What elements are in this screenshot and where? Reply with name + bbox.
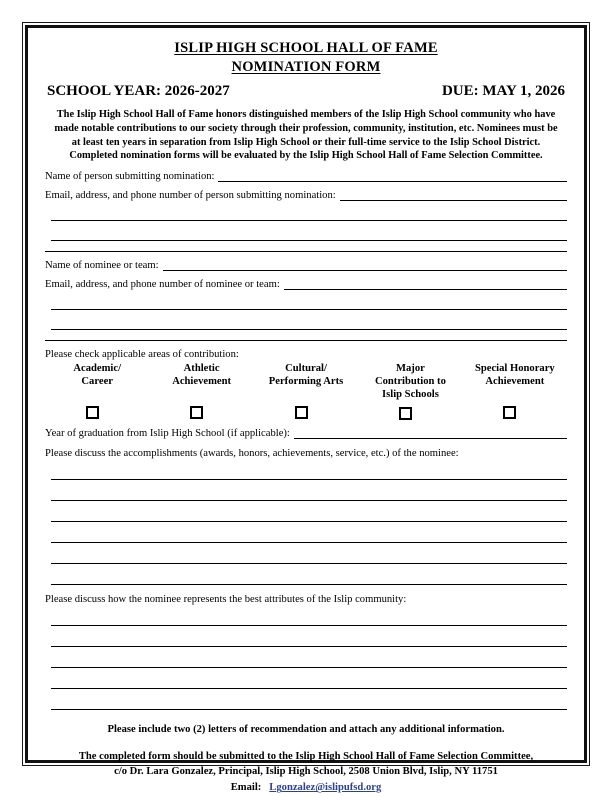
category-label: Academic/ Career — [73, 363, 122, 388]
nominator-name-row — [45, 170, 567, 182]
contribution-category-athletic — [149, 362, 253, 420]
form-content — [31, 31, 581, 794]
attributes-prompt: Please discuss how the nominee represents the best attributes of the Islip community: — [45, 594, 407, 606]
category-checkbox-wrap — [45, 406, 149, 419]
attributes-line-4[interactable] — [51, 674, 567, 689]
accomplishments-line-4[interactable] — [51, 528, 567, 543]
nominator-contact-line-3[interactable] — [51, 226, 567, 241]
checkbox-major-contribution[interactable] — [399, 407, 412, 420]
section-divider-contribution — [45, 340, 567, 341]
attributes-line-3[interactable] — [51, 653, 567, 668]
category-checkbox-wrap — [463, 406, 567, 419]
due-date-label: DUE: MAY 1, 2026 — [441, 83, 565, 100]
attributes-answer-area[interactable] — [45, 611, 567, 710]
nominator-contact-line-2[interactable] — [51, 206, 567, 221]
section-divider-nominee — [45, 251, 567, 252]
checkbox-academic-career[interactable] — [86, 406, 99, 419]
graduation-year-input[interactable] — [294, 427, 567, 439]
graduation-year-label: Year of graduation from Islip High School (if applicable): — [45, 428, 290, 440]
category-label: Athletic Achievement — [172, 363, 232, 388]
accomplishments-answer-area[interactable] — [45, 465, 567, 585]
graduation-year-row — [45, 427, 567, 439]
category-label: Major Contribution to Islip Schools — [374, 363, 446, 401]
category-checkbox-wrap — [149, 406, 253, 419]
nominee-contact-input[interactable] — [284, 278, 567, 290]
title-line-1: ISLIP HIGH SCHOOL HALL OF FAME — [174, 40, 438, 56]
email-label: Email: — [230, 782, 262, 794]
category-checkbox-wrap — [358, 407, 462, 420]
accomplishments-line-2[interactable] — [51, 486, 567, 501]
category-label: Cultural/ Performing Arts — [268, 363, 344, 388]
attributes-line-2[interactable] — [51, 632, 567, 647]
nominator-name-label: Name of person submitting nomination: — [45, 171, 215, 183]
title-line-2: NOMINATION FORM — [231, 58, 381, 75]
accomplishments-line-6[interactable] — [51, 570, 567, 585]
accomplishments-prompt: Please discuss the accomplishments (awards, honors, achievements, service, etc.) of the nominee: — [45, 448, 459, 460]
checkbox-cultural-performing-arts[interactable] — [295, 406, 308, 419]
email-link[interactable]: Lgonzalez@islipufsd.org — [269, 782, 382, 794]
nominee-name-label: Name of nominee or team: — [45, 260, 159, 272]
nominee-contact-row — [45, 278, 567, 290]
nominee-contact-line-2[interactable] — [51, 295, 567, 310]
nominee-name-row — [45, 259, 567, 271]
contribution-category-special — [463, 362, 567, 420]
category-checkbox-wrap — [254, 406, 358, 419]
checkbox-special-honorary[interactable] — [503, 406, 516, 419]
accomplishments-line-5[interactable] — [51, 549, 567, 564]
contribution-category-academic — [45, 362, 149, 420]
accomplishments-line-1[interactable] — [51, 465, 567, 480]
contribution-instruction: Please check applicable areas of contribution: — [45, 349, 239, 361]
nominee-name-input[interactable] — [163, 259, 567, 271]
meta-row — [45, 83, 567, 100]
contribution-category-table — [45, 362, 567, 420]
contribution-category-major — [358, 362, 462, 420]
recommendation-note: Please include two (2) letters of recommendation and attach any additional information. — [107, 724, 505, 736]
submission-line-2: c/o Dr. Lara Gonzalez, Principal, Islip High School, 2508 Union Blvd, Islip, NY 11751 — [114, 766, 498, 778]
submission-instructions — [45, 749, 567, 795]
nominator-contact-label: Email, address, and phone number of person submitting nomination: — [45, 190, 336, 202]
nominator-name-input[interactable] — [218, 170, 567, 182]
nominator-contact-input[interactable] — [340, 189, 567, 201]
intro-paragraph: The Islip High School Hall of Fame honors distinguished members of the Islip High School community who have made notable contributions to our society through their profession, community, institution, etc. Nominees must be at least ten years in separation from Islip High School or their full-time service to the Islip School District. Completed nomination forms will be evaluated by the Islip High School Hall of Fame Selection Committee. — [54, 109, 558, 162]
category-label: Special Honorary Achievement — [474, 363, 555, 388]
attributes-line-1[interactable] — [51, 611, 567, 626]
checkbox-athletic-achievement[interactable] — [190, 406, 203, 419]
accomplishments-line-3[interactable] — [51, 507, 567, 522]
school-year-label: SCHOOL YEAR: 2026-2027 — [47, 83, 230, 100]
page-title — [45, 39, 567, 76]
attributes-line-5[interactable] — [51, 695, 567, 710]
nominee-contact-line-3[interactable] — [51, 315, 567, 330]
nominee-contact-label: Email, address, and phone number of nominee or team: — [45, 279, 280, 291]
submission-line-1: The completed form should be submitted to the Islip High School Hall of Fame Selection Committee, — [78, 751, 534, 763]
contribution-category-cultural — [254, 362, 358, 420]
email-row — [45, 780, 567, 795]
nominator-contact-row — [45, 189, 567, 201]
